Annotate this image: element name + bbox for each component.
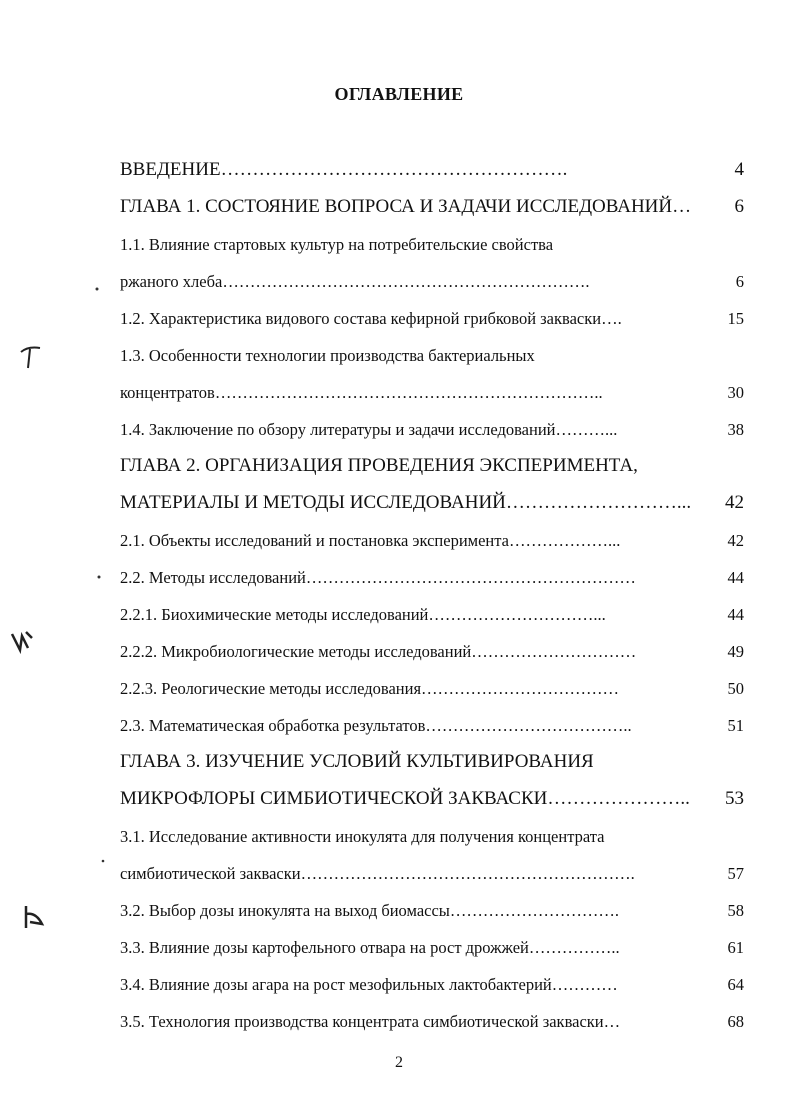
toc-entry: симбиотической закваски ……………………………………………………. 57 <box>120 864 744 883</box>
toc-entry: 1.3. Особенности технологии производства бактериальных <box>120 346 535 365</box>
toc-entry: концентратов …………………………………………………………….. 30 <box>120 383 744 402</box>
toc-entry: 2.2.2. Микробиологические методы исследований ………………………… 49 <box>120 642 744 661</box>
toc-entry: 2.1. Объекты исследований и постановка эксперимента ………………... 42 <box>120 531 744 550</box>
toc-entry: 3.4. Влияние дозы агара на рост мезофильных лактобактерий ………… 64 <box>120 975 744 994</box>
toc-entry: 2.2. Методы исследований …………………………………………………… 44 <box>120 568 744 587</box>
toc-entry: 3.2. Выбор дозы инокулята на выход биомассы …………………………. 58 <box>120 901 744 920</box>
toc-entry: ГЛАВА 3. ИЗУЧЕНИЕ УСЛОВИЙ КУЛЬТИВИРОВАНИЯ <box>120 751 594 772</box>
page-title: ОГЛАВЛЕНИЕ <box>334 84 464 104</box>
speck-icon <box>96 574 102 580</box>
toc-entry: 1.2. Характеристика видового состава кефирной грибковой закваски…. 15 <box>120 309 744 328</box>
toc-entry: 3.3. Влияние дозы картофельного отвара на рост дрожжей …………….. 61 <box>120 938 744 957</box>
toc-entry: 2.3. Математическая обработка результатов ……………………………….. 51 <box>120 716 744 735</box>
page-number: 2 <box>395 1054 403 1071</box>
toc-entry: ВВЕДЕНИЕ ………………………………………………. 4 <box>120 159 744 180</box>
speck-icon <box>94 286 100 292</box>
toc-entry: 1.4. Заключение по обзору литературы и задачи исследований ………... 38 <box>120 420 744 439</box>
toc-entry: МИКРОФЛОРЫ СИМБИОТИЧЕСКОЙ ЗАКВАСКИ ………………….. 53 <box>120 788 744 809</box>
toc-entry: 2.2.1. Биохимические методы исследований …………………………... 44 <box>120 605 744 624</box>
toc-entry: 3.1. Исследование активности инокулята для получения концентрата <box>120 827 605 846</box>
toc-entry: МАТЕРИАЛЫ И МЕТОДЫ ИССЛЕДОВАНИЙ ………………………... 42 <box>120 492 744 513</box>
toc-entry: ГЛАВА 2. ОРГАНИЗАЦИЯ ПРОВЕДЕНИЯ ЭКСПЕРИМЕНТА, <box>120 455 638 476</box>
toc-entry: ГЛАВА 1. СОСТОЯНИЕ ВОПРОСА И ЗАДАЧИ ИССЛЕДОВАНИЙ… 6 <box>120 196 744 217</box>
toc-entry: 1.1. Влияние стартовых культур на потребительские свойства <box>120 235 554 254</box>
toc-entry: ржаного хлеба …………………………………………………………. 6 <box>120 272 744 291</box>
speck-icon <box>100 858 106 864</box>
margin-mark-icon <box>8 628 36 654</box>
toc-entry: 3.5. Технология производства концентрата симбиотической закваски… 68 <box>120 1012 744 1031</box>
margin-mark-icon <box>18 342 44 372</box>
toc-entry: 2.2.3. Реологические методы исследования ……………………………… 50 <box>120 679 744 698</box>
margin-mark-icon <box>20 902 46 932</box>
